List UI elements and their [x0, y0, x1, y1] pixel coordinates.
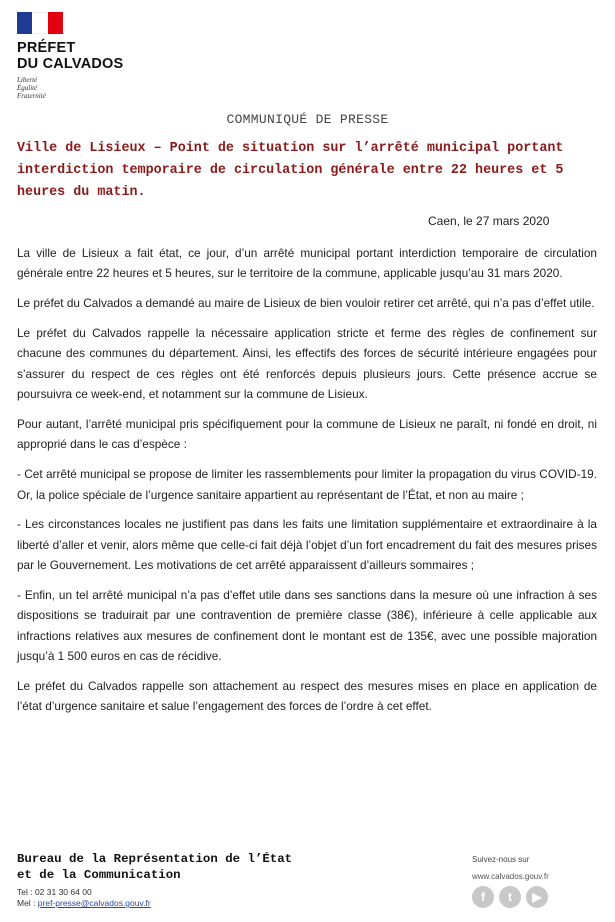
facebook-icon[interactable]: f — [472, 886, 494, 908]
republic-motto — [17, 76, 123, 100]
bureau-name — [17, 851, 292, 883]
twitter-icon[interactable]: t — [499, 886, 521, 908]
paragraph: - Enfin, un tel arrêté municipal n’a pas d’effet utile dans ses sanctions dans la mesure où une infraction à ses dispositions se traduirait par une contravention de première classe (38€), inférieure à celle applicable aux infractions relatives aux mesures de confinement dont le montant est de 135€, avec une possible majoration jusqu’à 1 500 euros en cas de récidive. — [17, 588, 597, 664]
email-line — [17, 898, 292, 909]
paragraph: Pour autant, l’arrêté municipal pris spécifiquement pour la commune de Lisieux ne paraît, ni fondé en droit, ni approprié dans le cas d’espèce : — [17, 417, 597, 452]
social-icons — [472, 886, 549, 908]
website-link[interactable]: www.calvados.gouv.fr — [472, 872, 549, 881]
paragraph: - Les circonstances locales ne justifient pas dans les faits une limitation supplémentaire et extraordinaire à la liberté d’aller et venir, alors même que celle-ci fait déjà l’objet d’un fort encadrement du fait des mesures prises par le Gouvernement. Les motivations de cet arrêté apparaissent d’ailleurs sommaires ; — [17, 517, 597, 573]
motto-liberte: Liberté — [17, 76, 38, 84]
paragraph: La ville de Lisieux a fait état, ce jour, d’un arrêté municipal portant interdiction temporaire de circulation générale entre 22 heures et 5 heures, sur le territoire de la commune, applicable jusqu’au 31 mars 2020. — [17, 246, 597, 281]
headline: Ville de Lisieux – Point de situation sur l’arrêté municipal portant interdiction temporaire de circulation générale entre 22 heures et 5 heures du matin. — [17, 141, 564, 200]
paragraph: Le préfet du Calvados rappelle la nécessaire application stricte et ferme des règles de confinement sur chacune des communes du département. Ainsi, les effectifs des forces de sécurité intérieure engagées pour s’assurer du respect de ces règles ont été renforcés depuis plusieurs jours. Cette présence accrue se poursuivra ce week-end, et notamment sur la commune de Lisieux. — [17, 326, 597, 402]
press-release-label: COMMUNIQUÉ DE PRESSE — [226, 112, 389, 127]
body-text — [17, 243, 597, 726]
footer-follow — [472, 855, 549, 908]
footer-contact — [17, 851, 292, 909]
title-line-1: PRÉFET — [17, 40, 76, 56]
follow-us-label: Suivez-nous sur — [472, 855, 530, 864]
paragraph: - Cet arrêté municipal se propose de limiter les rassemblements pour limiter la propagation du virus COVID-19. Or, la police spéciale de l’urgence sanitaire appartient au représentant de l’État, et non au maire ; — [17, 467, 597, 502]
motto-egalite: Égalité — [17, 84, 38, 92]
youtube-icon[interactable]: ▶ — [526, 886, 548, 908]
marianne-flag-icon — [17, 12, 63, 34]
paragraph: Le préfet du Calvados a demandé au maire de Lisieux de bien vouloir retirer cet arrêté, qui n’a pas d’effet utile. — [17, 296, 595, 311]
phone-number: Tel : 02 31 30 64 00 — [17, 887, 92, 897]
contact-details — [17, 887, 292, 909]
email-label: Mel : — [17, 898, 38, 908]
bureau-line-1: Bureau de la Représentation de l’État — [17, 852, 293, 866]
paragraph: Le préfet du Calvados rappelle son attachement au respect des mesures mises en place en application de l’état d’urgence sanitaire et salue l’engagement des forces de l’ordre à cet effet. — [17, 679, 597, 714]
bureau-line-2: et de la Communication — [17, 868, 181, 882]
motto-fraternite: Fraternité — [17, 92, 46, 100]
release-date: Caen, le 27 mars 2020 — [428, 214, 550, 228]
prefecture-logo — [17, 12, 123, 100]
email-link[interactable]: pref-presse@calvados.gouv.fr — [37, 898, 151, 908]
prefet-title — [17, 40, 123, 72]
title-line-2: DU CALVADOS — [17, 56, 124, 72]
